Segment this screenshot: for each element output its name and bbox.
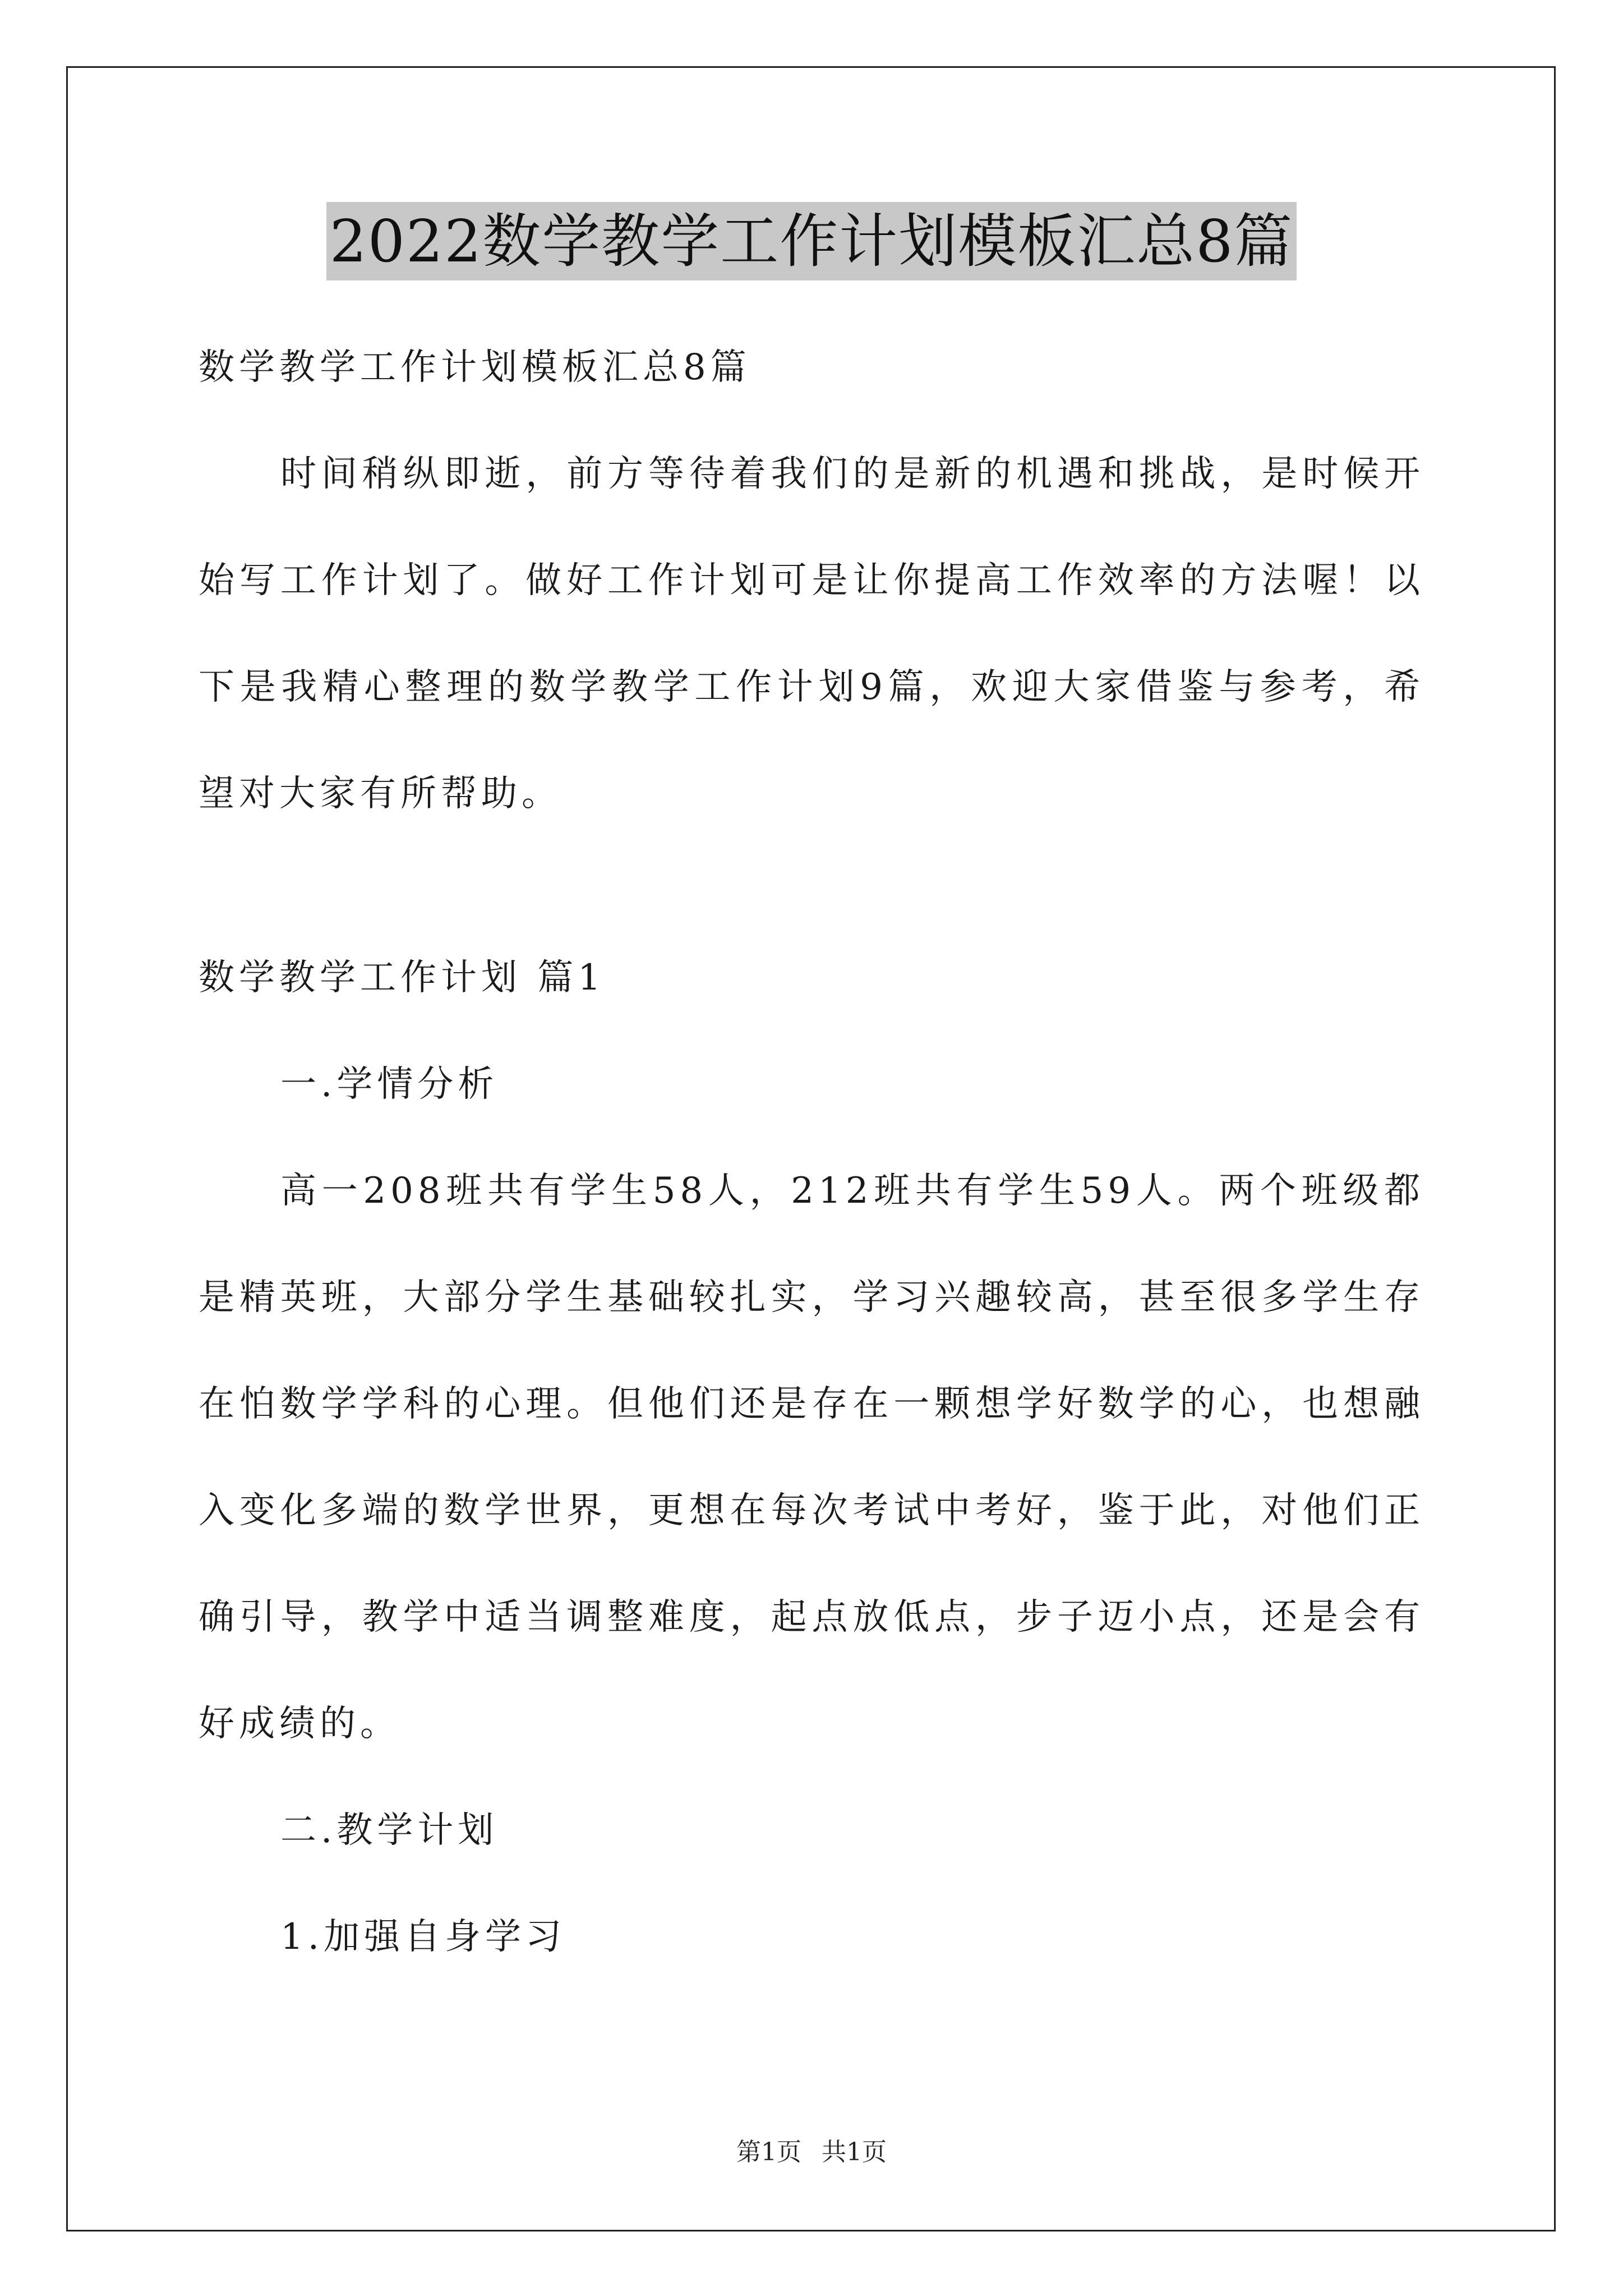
document-title: 2022数学教学工作计划模板汇总8篇 [326, 202, 1297, 280]
section-heading: 数学教学工作计划 篇1 [199, 957, 606, 999]
analysis-paragraph: 高一208班共有学生58人，212班共有学生59人。两个班级都是精英班，大部分学生基础较扎实，学习兴趣较高，甚至很多学生存在怕数学学科的心理。但他们还是存在一颗想学好数学的心，也想融入变化多端的数学世界，更想在每次考试中考好，鉴于此，对他们正确引导，教学中适当调整难度，起点放低点，步子迈小点，还是会有好成绩的。 [199, 1170, 1424, 1745]
title-container [0, 202, 1623, 280]
document-body [199, 314, 1424, 1990]
subheading-analysis: 一.学情分析 [280, 1064, 499, 1105]
intro-paragraph: 时间稍纵即逝，前方等待着我们的是新的机遇和挑战，是时候开始写工作计划了。做好工作计划可是让你提高工作效率的方法喔！以下是我精心整理的数学教学工作计划9篇，欢迎大家借鉴与参考，希望对大家有所帮助。 [199, 453, 1424, 815]
document-subtitle: 数学教学工作计划模板汇总8篇 [199, 347, 751, 388]
spacer [199, 847, 1424, 924]
page-footer [0, 2132, 1623, 2168]
page-number: 第1页 [736, 2138, 801, 2166]
page-total: 共1页 [822, 2138, 887, 2166]
subheading-self-study: 1.加强自身学习 [280, 1916, 566, 1958]
subheading-plan: 二.教学计划 [280, 1810, 499, 1851]
